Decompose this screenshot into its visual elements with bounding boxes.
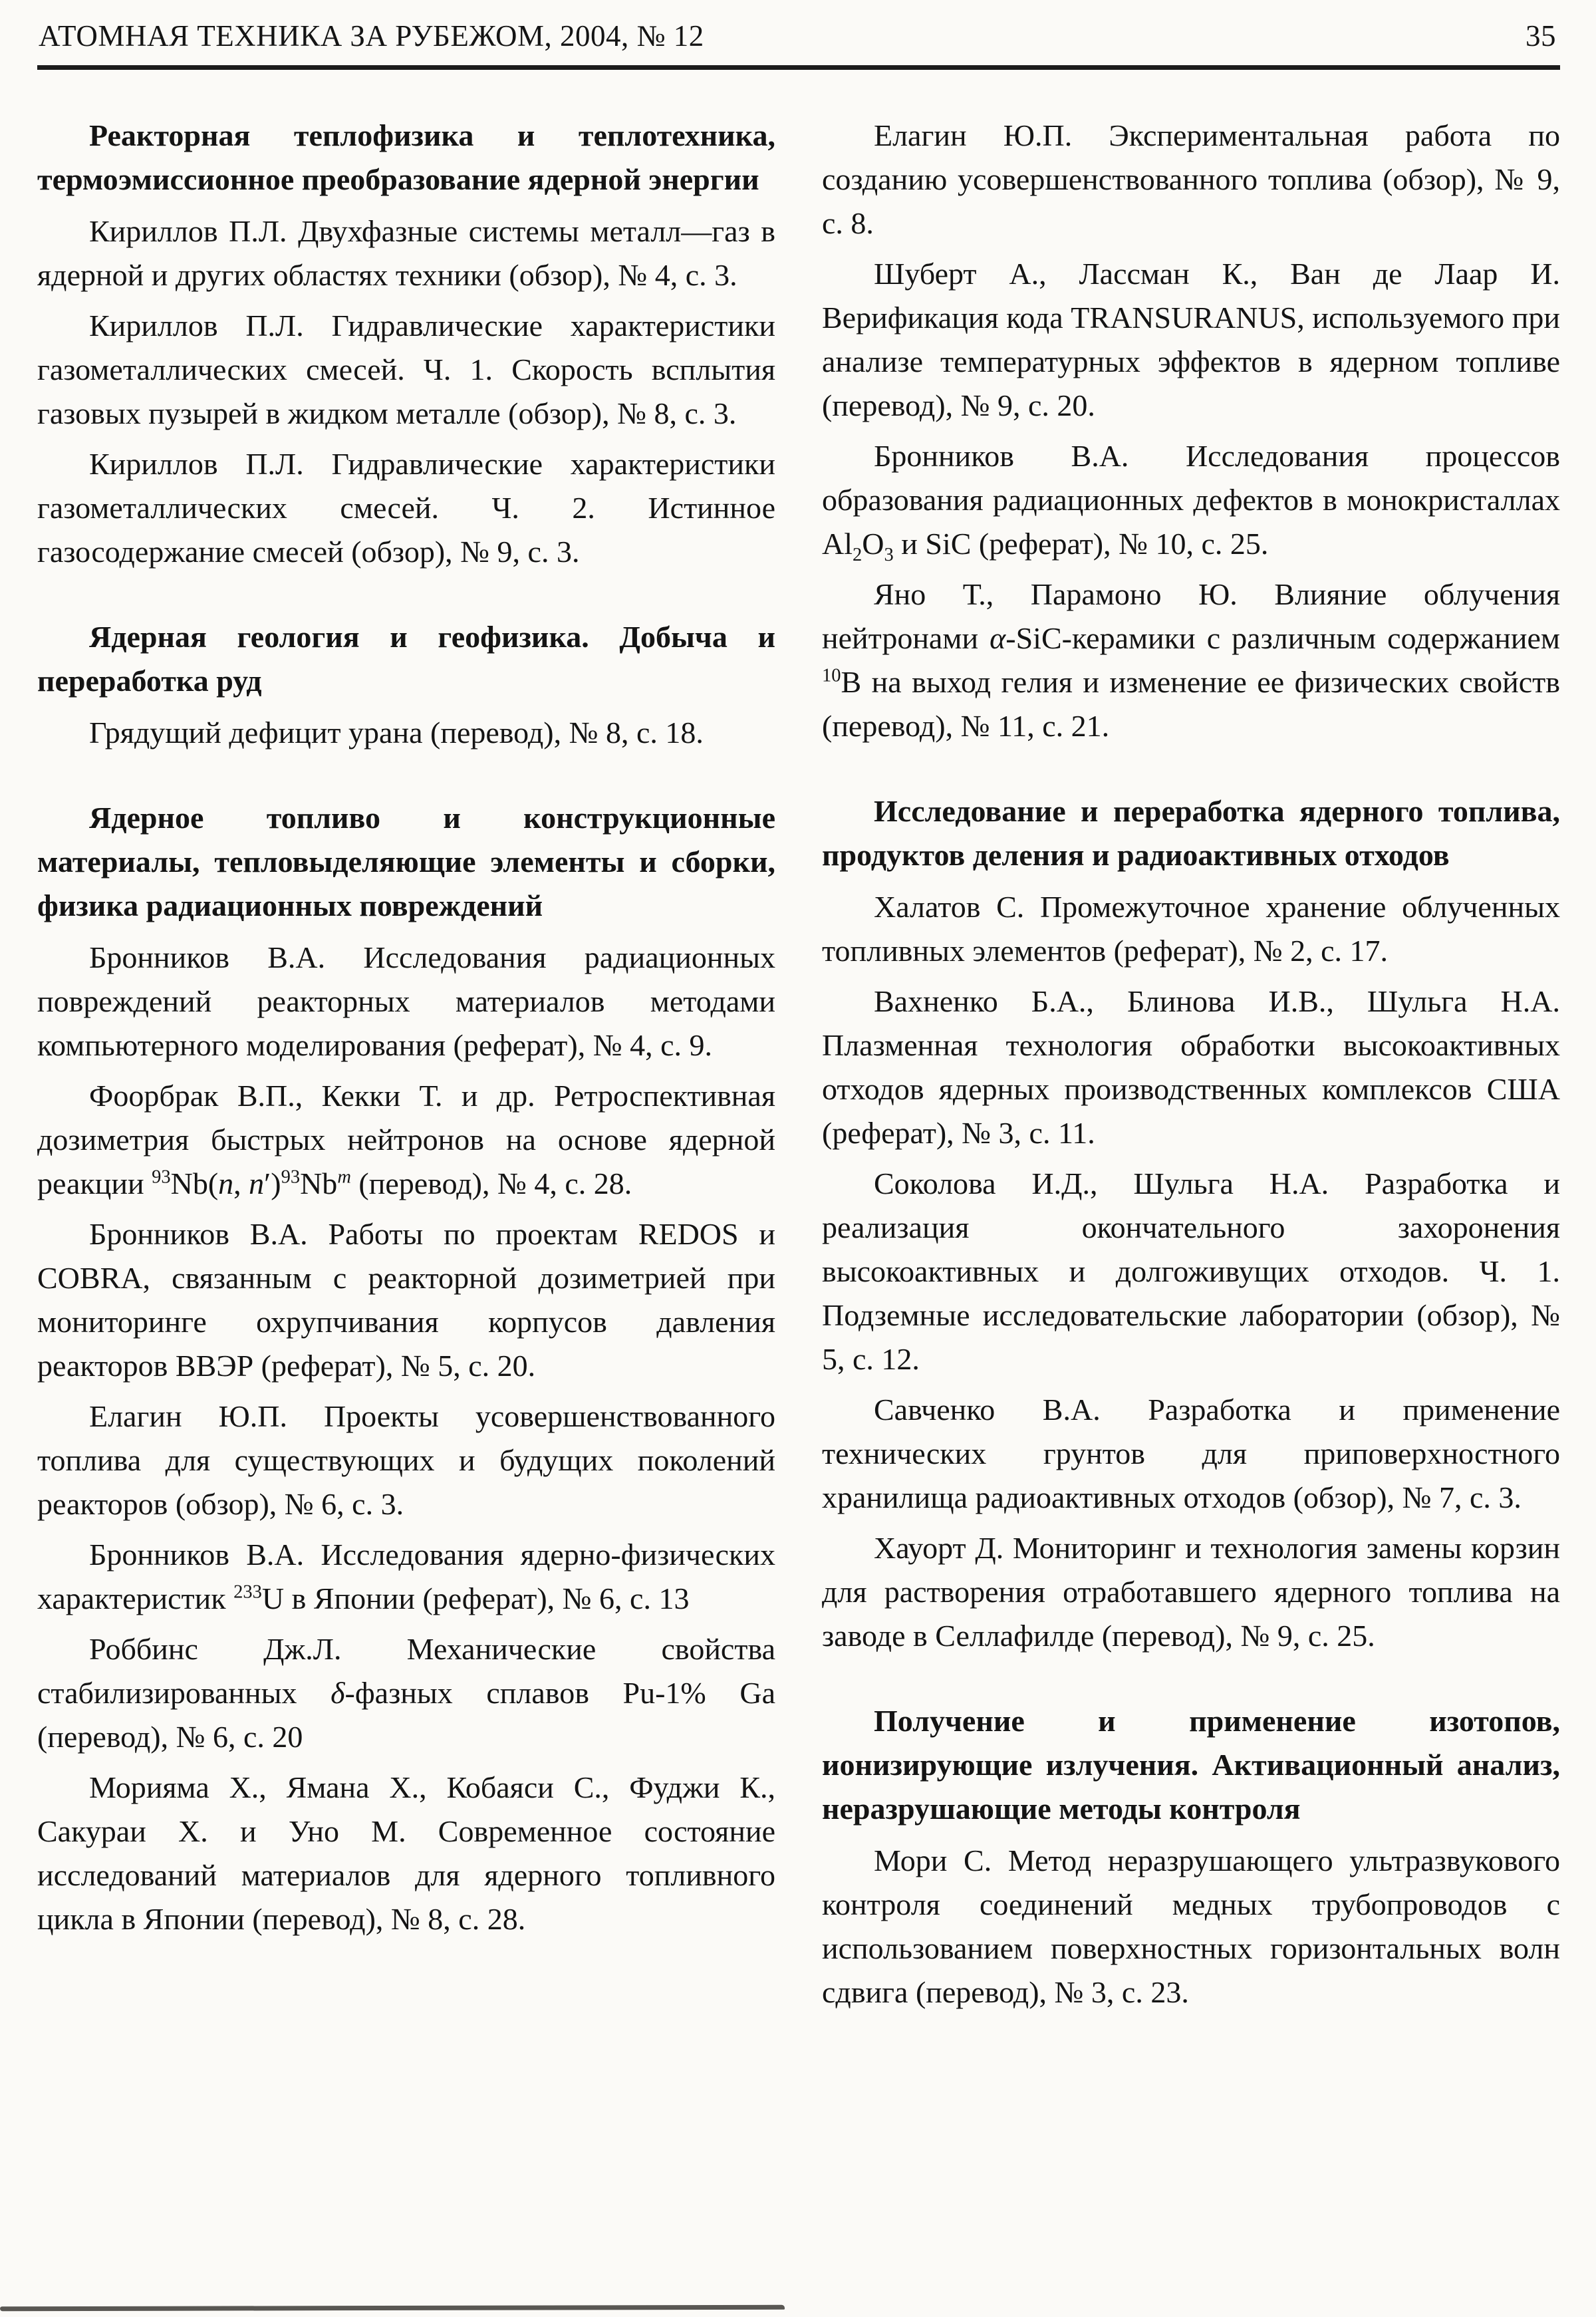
bibliography-entry: Шуберт А., Лассман К., Ван де Лаар И. Верификация кода TRANSURANUS, используемого при анализе температурных эффектов в ядерном топливе (перевод), № 9, с. 20. — [822, 257, 1560, 422]
section-heading: Получение и применение изотопов, ионизирующие излучения. Активационный анализ, неразрушающие методы контроля — [822, 1704, 1560, 1826]
bibliography-entry: Савченко В.А. Разработка и применение технических грунтов для приповерхностного хранилища радиоактивных отходов (обзор), № 7, с. 3. — [822, 1393, 1560, 1514]
section-heading: Реакторная теплофизика и теплотехника, термоэмиссионное преобразование ядерной энергии — [37, 118, 775, 196]
page-number: 35 — [1526, 19, 1556, 53]
bibliography-entry: Елагин Ю.П. Экспериментальная работа по созданию усовершенствованного топлива (обзор), № 9, с. 8. — [822, 118, 1560, 240]
bibliography-entry: Кириллов П.Л. Гидравлические характеристики газометаллических смесей. Ч. 1. Скорость всплытия газовых пузырей в жидком металле (обзор), № 8, с. 3. — [37, 309, 775, 430]
bibliography-entry: Морияма Х., Ямана Х., Кобаяси С., Фуджи К., Сакураи Х. и Уно М. Современное состояние исследований материалов для ядерного топливного цикла в Японии (перевод), № 8, с. 28. — [37, 1770, 775, 1936]
bibliography-entry: Роббинс Дж.Л. Механические свойства стабилизированных δ-фазных сплавов Pu-1% Ga (перевод), № 6, с. 20 — [37, 1632, 775, 1754]
page-header — [37, 15, 1560, 64]
section-heading: Исследование и переработка ядерного топлива, продуктов деления и радиоактивных отходов — [822, 794, 1560, 872]
bibliography-entry: Кириллов П.Л. Гидравлические характеристики газометаллических смесей. Ч. 2. Истинное газосодержание смесей (обзор), № 9, с. 3. — [37, 447, 775, 569]
section-heading: Ядерная геология и геофизика. Добыча и переработка руд — [37, 620, 775, 698]
bibliography-entry: Бронников В.А. Исследования радиационных повреждений реакторных материалов методами компьютерного моделирования (реферат), № 4, с. 9. — [37, 940, 775, 1062]
header-rule — [37, 65, 1560, 70]
bibliography-entry: Бронников В.А. Исследования процессов образования радиационных дефектов в монокристаллах $Al_2O_3$ и SiC (реферат), № 10, с. 25. — [822, 439, 1560, 566]
bibliography-entry: Яно Т., Парамоно Ю. Влияние облучения нейтронами α-SiC-керамики с различным содержанием $^{10}$B на выход гелия и изменение ее физических свойств (перевод), № 11, с. 21. — [822, 577, 1560, 743]
journal-title: АТОМНАЯ ТЕХНИКА ЗА РУБЕЖОМ, 2004, № 12 — [39, 19, 704, 53]
content-columns — [37, 114, 1560, 2021]
bibliography-entry: Грядущий дефицит урана (перевод), № 8, с. 18. — [89, 716, 704, 750]
bibliography-entry: Бронников В.А. Работы по проектам REDOS и COBRA, связанным с реакторной дозиметрией при мониторинге охрупчивания корпусов давления реакторов ВВЭР (реферат), № 5, с. 20. — [37, 1217, 775, 1383]
bibliography-entry: Фоорбрак В.П., Кекки Т. и др. Ретроспективная дозиметрия быстрых нейтронов на основе ядерной реакции $^{93}$Nb(n, n′)$^{93}$Nb$^m$ (перевод), № 4, с. 28. — [37, 1079, 775, 1200]
bibliography-entry: Соколова И.Д., Шульга Н.А. Разработка и реализация окончательного захоронения высокоактивных и долгоживущих отходов. Ч. 1. Подземные исследовательские лаборатории (обзор), № 5, с. 12. — [822, 1166, 1560, 1376]
bibliography-entry: Елагин Ю.П. Проекты усовершенствованного топлива для существующих и будущих поколений реакторов (обзор), № 6, с. 3. — [37, 1399, 775, 1521]
bibliography-entry: Халатов С. Промежуточное хранение облученных топливных элементов (реферат), № 2, с. 17. — [822, 890, 1560, 968]
bibliography-entry: Хауорт Д. Мониторинг и технология замены корзин для растворения отработавшего ядерного топлива на заводе в Селлафилде (перевод), № 9, с. 25. — [822, 1531, 1560, 1653]
right-column — [822, 114, 1560, 2021]
section-heading: Ядерное топливо и конструкционные материалы, тепловыделяющие элементы и сборки, физика радиационных повреждений — [37, 801, 775, 922]
bibliography-entry: Бронников В.А. Исследования ядерно-физических характеристик $^{233}$U в Японии (реферат), № 6, с. 13 — [37, 1538, 775, 1615]
bibliography-entry: Мори С. Метод неразрушающего ультразвукового контроля соединений медных трубопроводов с использованием поверхностных горизонтальных волн сдвига (перевод), № 3, с. 23. — [822, 1843, 1560, 2009]
scan-edge-artifact — [0, 2305, 785, 2311]
bibliography-entry: Кириллов П.Л. Двухфазные системы металл—газ в ядерной и других областях техники (обзор), № 4, с. 3. — [37, 214, 775, 292]
left-column — [37, 114, 775, 2021]
bibliography-entry: Вахненко Б.А., Блинова И.В., Шульга Н.А. Плазменная технология обработки высокоактивных отходов ядерных производственных комплексов США (реферат), № 3, с. 11. — [822, 984, 1560, 1150]
